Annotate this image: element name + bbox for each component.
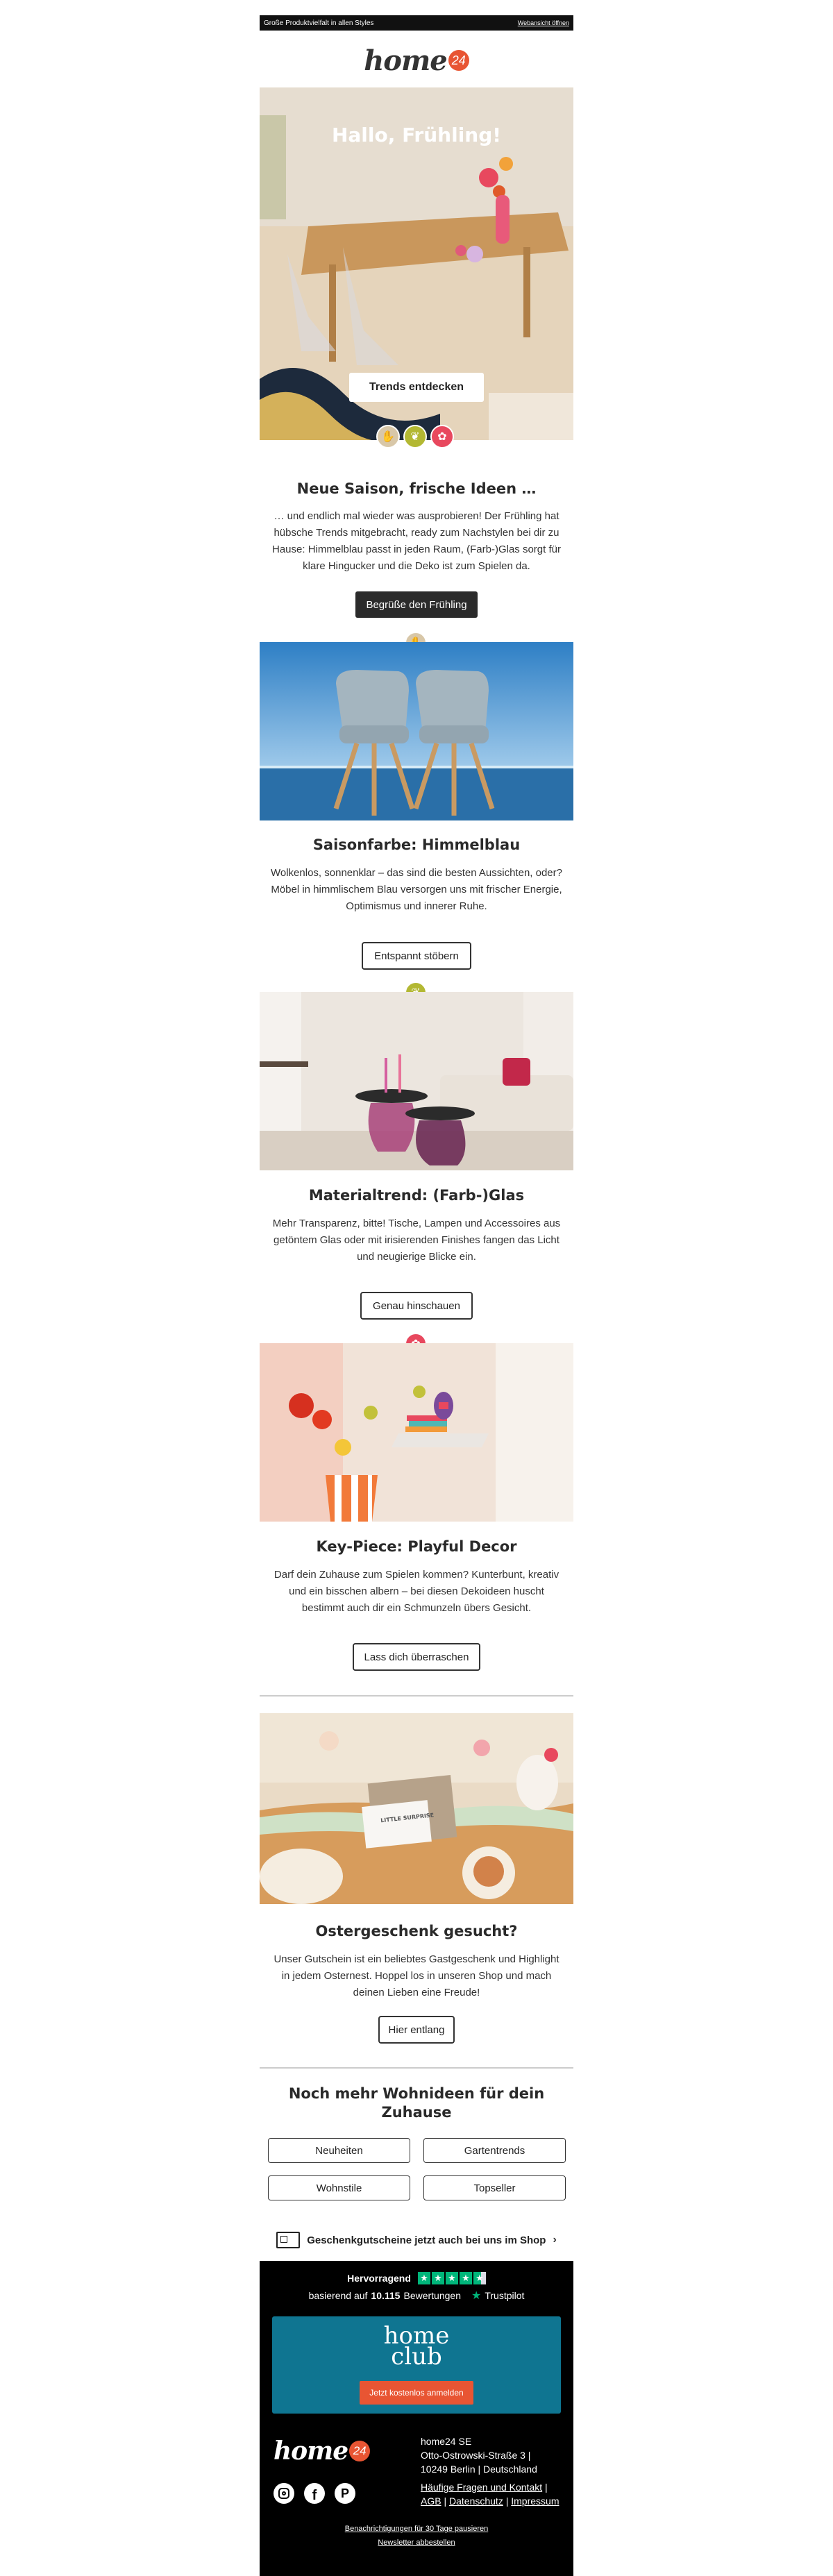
faq-link[interactable]: Häufige Fragen und Kontakt [421, 2482, 543, 2493]
logo[interactable] [260, 44, 573, 76]
trustpilot-brand: Trustpilot [485, 2290, 525, 2301]
top-bar [260, 15, 573, 31]
unsubscribe-link[interactable]: Newsletter abbestellen [378, 2539, 455, 2547]
chevron-right-icon: › [553, 2234, 557, 2246]
divider [260, 1695, 573, 1697]
hero-title: Hallo, Frühling! [331, 124, 502, 146]
section-3-text: Darf dein Zuhause zum Spielen kommen? Kunterbunt, kreativ und ein bisschen albern – bei diesen Dekoideen huscht bestimmt auch dir ein Schmunzeln übers Gesicht. [274, 1569, 559, 1614]
section-3-cta-button[interactable]: Lass dich überraschen [353, 1643, 480, 1671]
divider [260, 2067, 573, 2069]
footer-logo-number: 24 [349, 2441, 370, 2461]
imprint-link[interactable]: Impressum [511, 2495, 559, 2507]
section-2-cta-button[interactable]: Genau hinschauen [360, 1292, 473, 1320]
footer [260, 2261, 573, 2576]
trust-reviews[interactable] [260, 2289, 573, 2303]
topseller-button[interactable]: Topseller [423, 2175, 566, 2200]
easter-cta-button[interactable]: Hier entlang [378, 2016, 455, 2044]
homeclub-logo-line2: club [391, 2343, 442, 2371]
section-2-title: Materialtrend: (Farb-)Glas [308, 1187, 525, 1204]
instagram-icon[interactable] [274, 2483, 294, 2504]
homeclub-banner[interactable] [272, 2316, 561, 2414]
footer-logo-text: home [274, 2436, 348, 2466]
section-image-chairs[interactable] [260, 642, 573, 820]
section-1-cta-button[interactable]: Entspannt stöbern [362, 942, 471, 970]
intro-cta-button[interactable]: Begrüße den Frühling [355, 591, 478, 618]
company-street: Otto-Ostrowski-Straße 3 | [421, 2450, 531, 2461]
easter-image[interactable] [260, 1713, 573, 1904]
reviews-prefix: basierend auf [308, 2290, 368, 2301]
reviews-suffix: Bewertungen [403, 2290, 461, 2301]
logo-number: 24 [448, 50, 469, 71]
tagline: Große Produktvielfalt in allen Styles [264, 19, 374, 27]
link-separator: | [505, 2495, 509, 2507]
cactus-icon: ❦ [403, 425, 427, 448]
living-styles-button[interactable]: Wohnstile [268, 2175, 410, 2200]
company-name: home24 SE [421, 2436, 472, 2447]
facebook-icon[interactable]: f [304, 2483, 325, 2504]
gift-card-icon [276, 2232, 300, 2248]
hand-icon: ✋ [376, 425, 400, 448]
trust-rating-word: Hervorragend [347, 2273, 411, 2284]
hero-cta-button[interactable]: Trends entdecken [349, 373, 484, 402]
trustpilot-stars: ★ ★ ★ ★ ★ [418, 2272, 486, 2284]
trustpilot-star-icon: ★ [471, 2290, 482, 2302]
logo-text: home [364, 44, 447, 77]
garden-trends-button[interactable]: Gartentrends [423, 2138, 566, 2163]
reviews-count: 10.115 [371, 2290, 401, 2301]
easter-title: Ostergeschenk gesucht? [315, 1923, 518, 1939]
section-1-text: Wolkenlos, sonnenklar – das sind die besten Aussichten, oder? Möbel in himmlischem Blau versorgen uns mit frischer Energie, Optimismus und innerer Ruhe. [271, 867, 562, 912]
gift-card-text: Geschenkgutscheine jetzt auch bei uns im Shop [307, 2234, 546, 2246]
link-separator: | [444, 2495, 447, 2507]
web-view-link[interactable]: Webansicht öffnen [517, 19, 569, 26]
section-1-title: Saisonfarbe: Himmelblau [312, 836, 521, 853]
intro-title: Neue Saison, frische Ideen … [296, 480, 537, 497]
section-image-glass-tables[interactable] [260, 992, 573, 1170]
company-city: 10249 Berlin | Deutschland [421, 2464, 537, 2475]
pause-notifications-link[interactable]: Benachrichtigungen für 30 Tage pausieren [344, 2525, 489, 2533]
more-ideas-title: Noch mehr Wohnideen für dein Zuhause [288, 2085, 545, 2121]
news-button[interactable]: Neuheiten [268, 2138, 410, 2163]
easter-card-text: LITTLE SURPRISE [380, 1812, 435, 1824]
homeclub-logo-line1: home [383, 2322, 450, 2350]
section-image-playful-decor[interactable] [260, 1343, 573, 1522]
link-separator: | [545, 2482, 548, 2493]
easter-text: Unser Gutschein ist ein beliebtes Gastgeschenk und Highlight in jedem Osternest. Hoppel los in unseren Shop und mach deinen Lieben eine Freude! [274, 1953, 559, 1998]
section-2-text: Mehr Transparenz, bitte! Tische, Lampen und Accessoires aus getöntem Glas oder mit irisierenden Finishes fangen das Licht und neugierige Blicke ein. [272, 1218, 561, 1263]
intro-text: … und endlich mal wieder was ausprobieren! Der Frühling hat hübsche Trends mitgebracht, ready zum Nachstylen bei dir zu Hause: Himmelblau passt in jeden Raum, (Farb-)Glas sorgt für klare Hingucker und die Deko ist zum Spielen da. [272, 510, 561, 572]
gift-card-banner[interactable] [276, 2230, 557, 2250]
homeclub-signup-button[interactable]: Jetzt kostenlos anmelden [360, 2381, 473, 2405]
flower-icon: ✿ [430, 425, 454, 448]
footer-logo[interactable] [274, 2436, 370, 2466]
section-3-title: Key-Piece: Playful Decor [316, 1538, 517, 1555]
privacy-link[interactable]: Datenschutz [449, 2495, 503, 2507]
pinterest-icon[interactable]: P [335, 2483, 355, 2504]
agb-link[interactable]: AGB [421, 2495, 441, 2507]
